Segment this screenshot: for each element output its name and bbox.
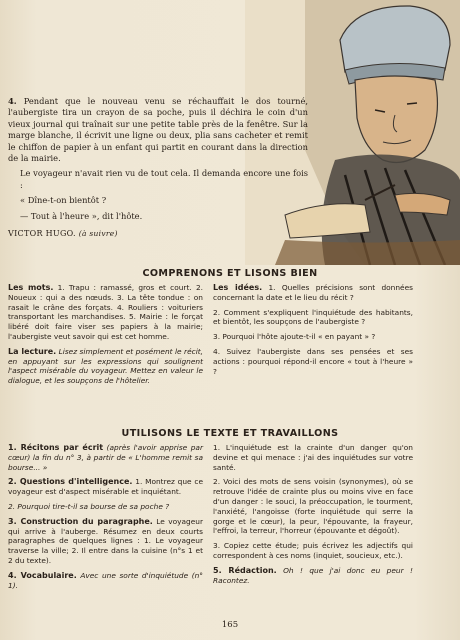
exercise-5 bbox=[213, 566, 413, 586]
idees-heading: Les idées. bbox=[213, 283, 263, 292]
section2-right-column bbox=[213, 443, 413, 590]
author-name: VICTOR HUGO. bbox=[8, 229, 76, 239]
vocab-point-3: 3. Copiez cette étude; puis écrivez les adjectifs qui correspondent à ces noms (inquiet, soucieux, etc.). bbox=[213, 541, 413, 560]
exercise-3 bbox=[8, 517, 203, 566]
section2-left-column bbox=[8, 443, 203, 595]
idees-question-2: 2. Comment s'expliquent l'inquiétude des habitants, et bientôt, les soupçons de l'aubergiste ? bbox=[213, 307, 413, 327]
exercise-3-text: Le voyageur qui arrive à l'auberge. Résumez en deux courts paragraphes de quelques lignes : 1. Le voyageur traverse la ville; 2. Il entre dans la cuisine (n°s 1 et 2 du texte). bbox=[8, 516, 203, 565]
exercise-2-heading: 2. Questions d'intelligence. bbox=[8, 477, 133, 487]
dialogue-line-1: « Dîne-t-on bientôt ? bbox=[20, 195, 107, 206]
exercise-5-heading: 5. Rédaction. bbox=[213, 565, 277, 575]
section1-left-column bbox=[8, 283, 203, 391]
exercise-5-text: Oh ! que j'ai donc eu peur ! Racontez. bbox=[213, 565, 413, 585]
paragraph-4 bbox=[8, 96, 308, 164]
paragraph-number: 4. bbox=[8, 96, 17, 106]
idees-question-4: 4. Suivez l'aubergiste dans ses pensées et ses actions : pourquoi répond-il encore « tout à l'heure » ? bbox=[213, 346, 413, 376]
exercise-4-text: Avec une sorte d'inquiétude (n° 1). bbox=[8, 570, 203, 590]
exercise-2-question-2 bbox=[8, 502, 203, 512]
lecture-text: Lisez simplement et posément le récit, en appuyant sur les expressions qui soulignent l'aspect misérable du voyageur. Mettez en valeur le dialogue, et les soupçons de l'hôtelier. bbox=[8, 346, 203, 386]
paragraph-5: Le voyageur n'avait rien vu de tout cela. Il demanda encore une fois : bbox=[20, 168, 308, 190]
section1-right-column bbox=[213, 283, 413, 381]
story-text bbox=[8, 96, 308, 239]
mots-text: 1. Trapu : ramassé, gros et court. 2. Noueux : qui a des nœuds. 3. La tête tondue : on rasait le crâne des forçats. 4. Rouliers : voituriers transportant les marchandises. 5. Mairie : le forçat libéré doit faire viser ses papiers à la mairie; l'aubergiste veut savoir qui est cet homme. bbox=[8, 283, 203, 341]
lecture-heading: La lecture. bbox=[8, 346, 57, 356]
idees-question-1: 1. Quelles précisions sont données concernant la date et le lieu du récit ? bbox=[213, 283, 413, 302]
section-heading-utilisons: UTILISONS LE TEXTE ET TRAVAILLONS bbox=[121, 428, 339, 439]
exercise-4 bbox=[8, 571, 203, 591]
lecture-block bbox=[8, 347, 203, 386]
exercise-2-text: 1. Montrez que ce voyageur est d'aspect misérable et inquiétant. bbox=[8, 477, 204, 497]
exercise-1-heading: 1. Récitons par écrit bbox=[8, 443, 104, 452]
idees-block bbox=[213, 283, 413, 303]
to-be-continued: (à suivre) bbox=[78, 229, 118, 239]
author-signature bbox=[8, 228, 308, 239]
vocab-point-2: 2. Voici des mots de sens voisin (synonymes), où se retrouve l'idée de crainte plus ou moins vive en face d'un danger : le souci, la préoccupation, le tourment, l'anxiété, l'angoisse (forte inquiétude qui serre la gorge et le cœur), la peur, l'épouvante, la frayeur, l'effroi, la terreur, l'horreur (épouvante et dégoût). bbox=[213, 477, 413, 536]
vocab-point-1: 1. L'inquiétude est la crainte d'un danger qu'on devine et qui menace : j'ai des inquiétudes sur votre santé. bbox=[213, 443, 413, 472]
exercise-2 bbox=[8, 477, 203, 497]
exercise-3-heading: 3. Construction du paragraphe. bbox=[8, 516, 153, 526]
exercise-1 bbox=[8, 443, 203, 472]
idees-question-3: 3. Pourquoi l'hôte ajoute-t-il « en payant » ? bbox=[213, 332, 376, 342]
dialogue-line-2: — Tout à l'heure », dit l'hôte. bbox=[20, 210, 143, 221]
paragraph-4-text: Pendant que le nouveau venu se réchauffait le dos tourné, l'aubergiste tira un crayon de sa poche, puis il déchira le coin d'un vieux journal qui traînait sur une petite table près de la fenêtre. Sur la marge blanche, il écrivit une ligne ou deux, plia sans cacheter et remit le chiffon de papier à un enfant qui partit en courant dans la direction de la mairie. bbox=[8, 96, 308, 164]
exercise-4-heading: 4. Vocabulaire. bbox=[8, 570, 77, 580]
mots-block bbox=[8, 283, 203, 342]
mots-heading: Les mots. bbox=[8, 283, 54, 292]
exercise-1-text: (après l'avoir apprise par cœur) la fin du n° 3, à partir de « L'homme remit sa bourse... » bbox=[8, 443, 203, 472]
section-heading-comprenons: COMPRENONS ET LISONS BIEN bbox=[142, 268, 318, 279]
exercise-2-question-2-text: 2. Pourquoi tire-t-il sa bourse de sa poche ? bbox=[8, 501, 170, 511]
page-number: 165 bbox=[221, 620, 239, 630]
